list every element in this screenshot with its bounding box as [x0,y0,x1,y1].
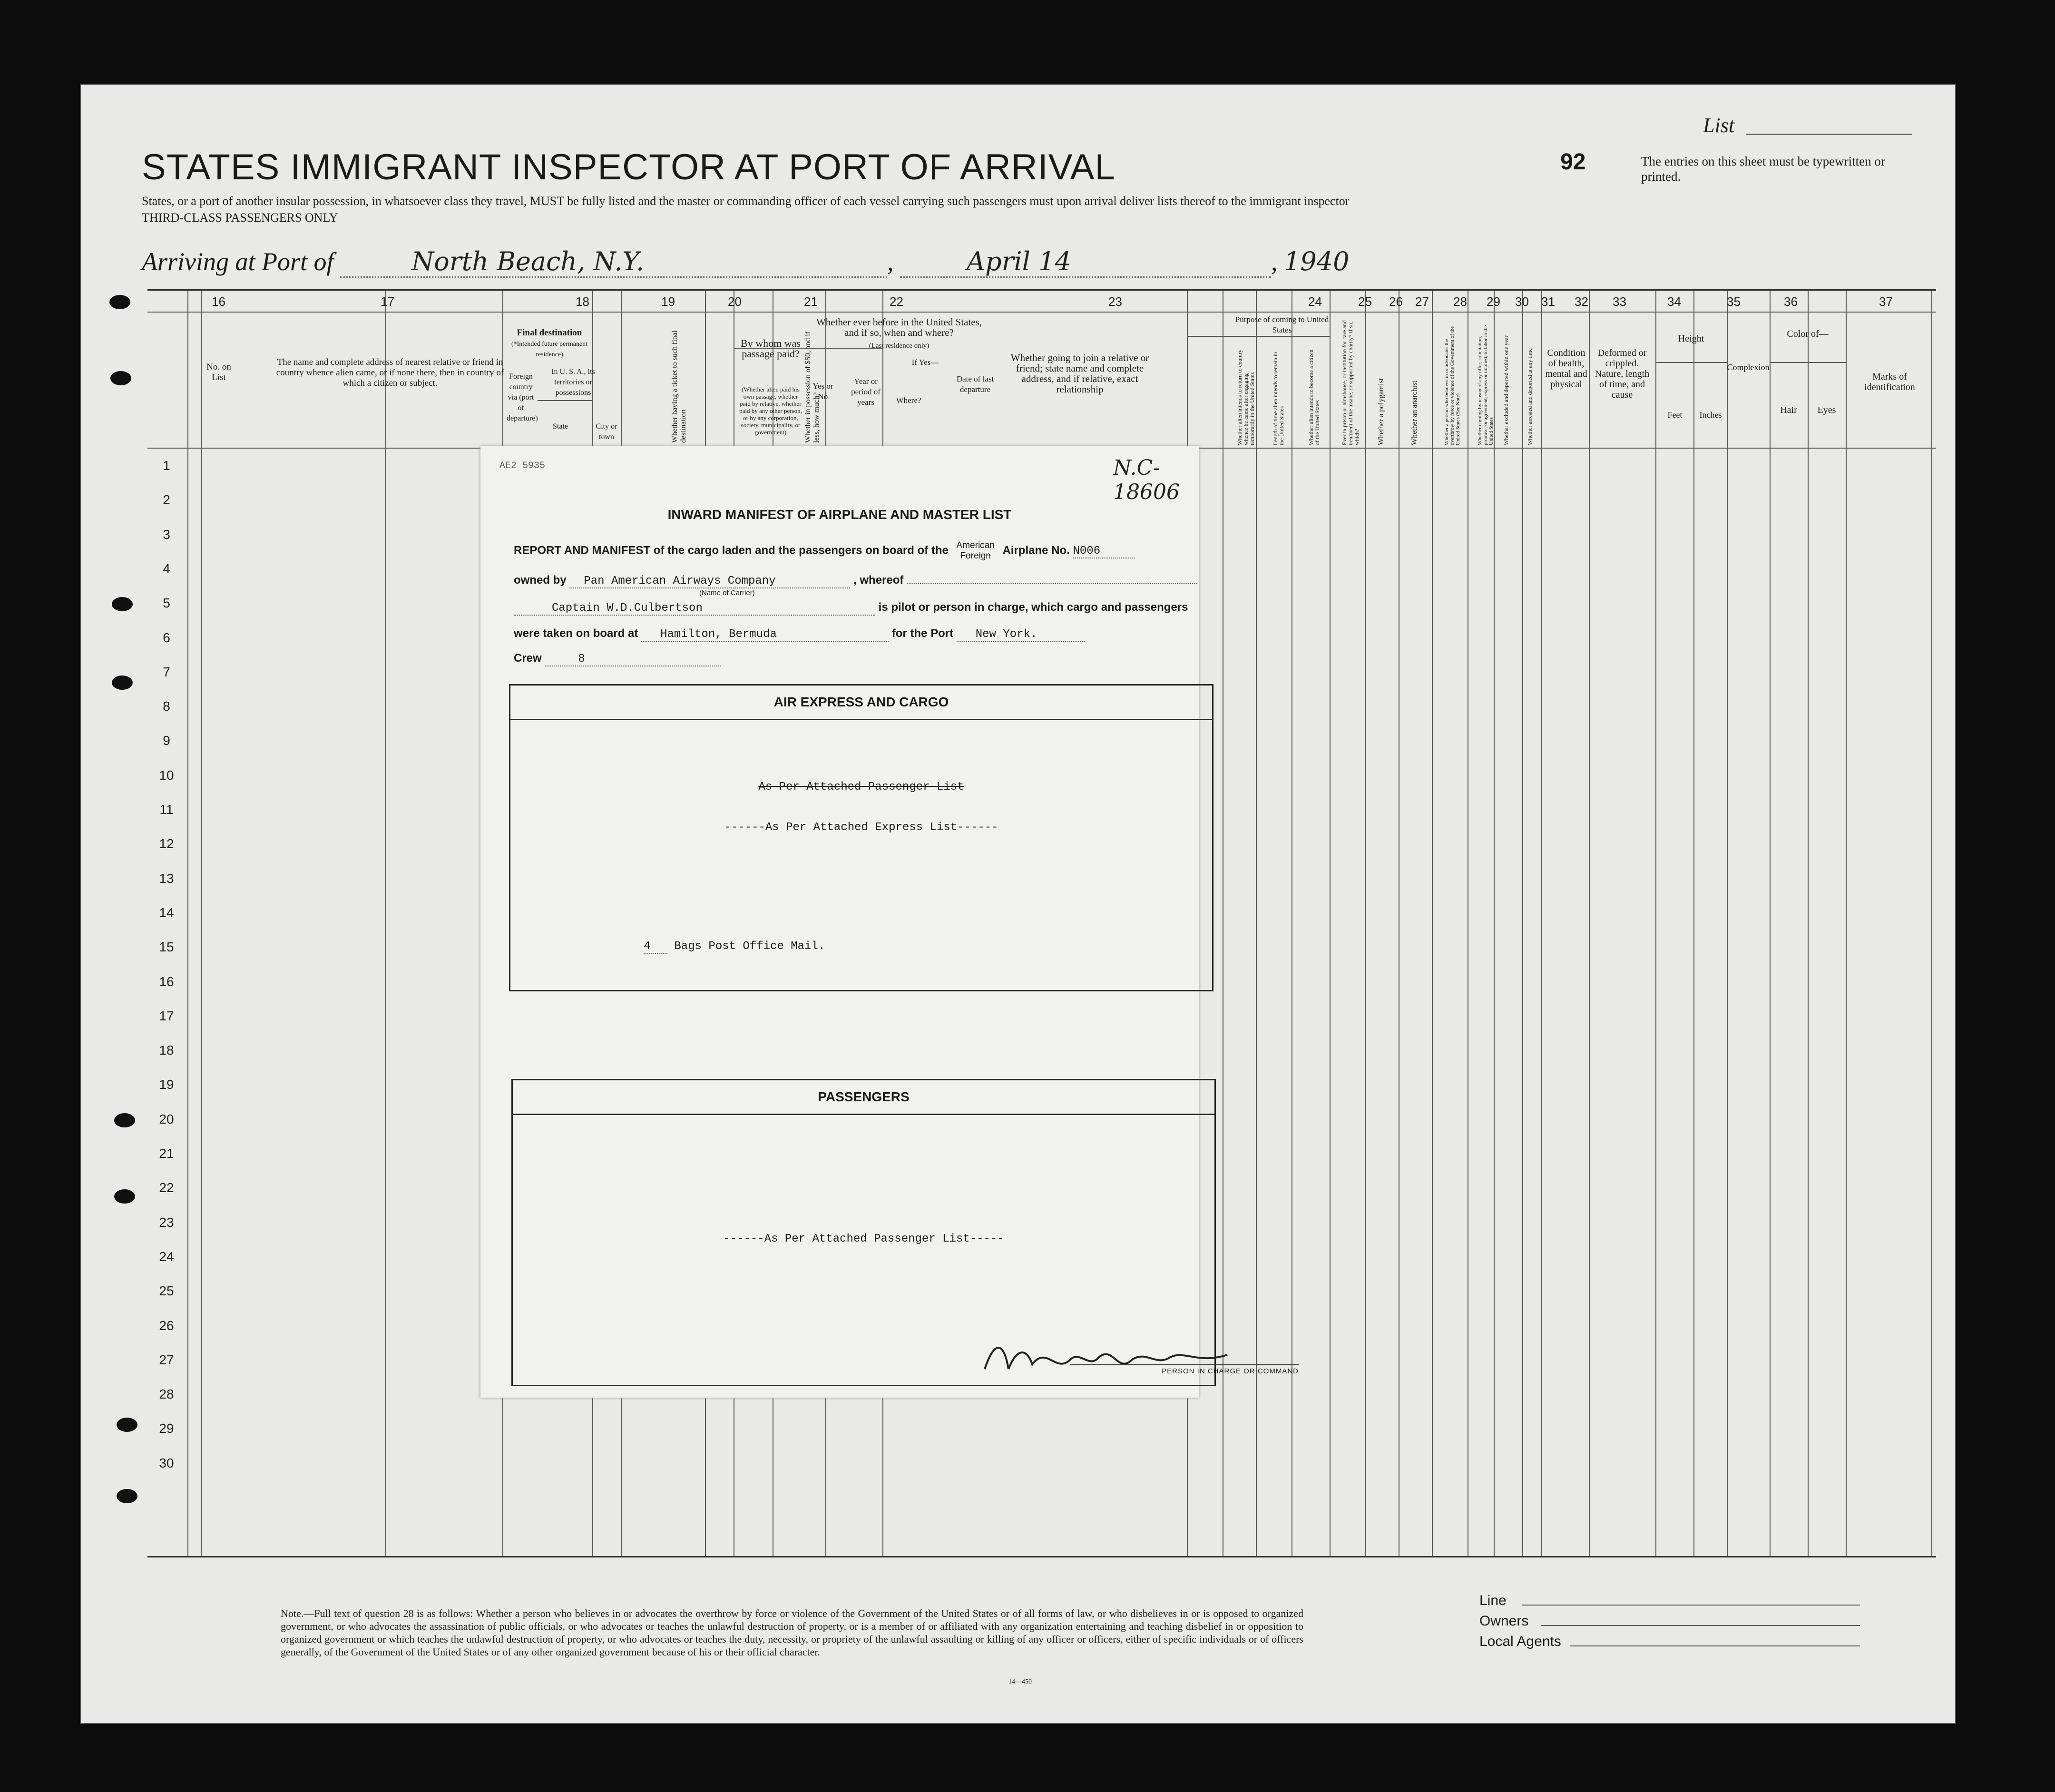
crew-line [514,652,721,666]
col-num-35: 35 [1727,294,1741,309]
binder-hole [109,295,130,309]
row-number: 15 [159,940,174,955]
owned-by-label: owned by [514,574,567,587]
page-title: STATES IMMIGRANT INSPECTOR AT PORT OF ARRIVAL [142,147,1116,187]
hair-header: Hair [1780,405,1797,415]
prison-header: Ever in prison or almshouse, or institution for care and treatment of the insane, or supported by charity? If so, which? [1341,320,1360,445]
feet-header: Feet [1667,410,1683,420]
binder-hole [114,1113,135,1127]
manifest-ref: N.C-18606 [1113,456,1180,504]
for-port-label: for the Port [891,627,954,640]
passage-paid-header: By whom was passage paid? [741,337,801,360]
if-yes-header: If Yes— [911,358,939,367]
health-header: Condition of health, mental and physical [1545,348,1587,390]
nationality-foreign: Foreign [960,551,991,561]
col-num-30: 30 [1515,294,1529,309]
purpose-citizen-header: Whether alien intends to become a citizen of the United States [1308,349,1321,445]
row-number: 2 [163,492,170,508]
usa-header: In U. S. A., its territories or possessions [551,368,595,397]
signature-caption: PERSON IN CHARGE OR COMMAND [1162,1367,1299,1375]
passage-paid-sub: (Whether alien paid his own passage, whether paid by relative, whether paid by any other person, or by any corporation, society, municipality, or government) [739,386,802,436]
cargo-express-line: ------As Per Attached Express List------ [724,821,998,834]
polygamist-header: Whether a polygamist [1377,378,1385,445]
row-number: 22 [159,1180,174,1195]
col-num-34: 34 [1667,294,1681,309]
date-value: April 14 [900,246,1271,278]
year-value: 1940 [1284,246,1350,276]
inches-header: Inches [1699,410,1722,420]
join-relative-header: Whether going to join a relative or friend; state name and complete address, and if relative, exact relationship [1010,352,1149,395]
purpose-header: Purpose of coming to United States [1235,315,1329,334]
col-num-19: 19 [661,294,675,309]
manifest-title: INWARD MANIFEST OF AIRPLANE AND MASTER LIST [667,507,1012,522]
col-num-18: 18 [576,294,589,309]
deformed-header: Deformed or crippled. Nature, length of time, and cause [1595,348,1650,400]
inward-manifest-document [480,446,1199,1398]
col-num-25: 25 [1358,294,1372,309]
question-28-note: Note.—Full text of question 28 is as follows: Whether a person who believes in or advocates the overthrow by force or violence of the Government of the United States or of all forms of law, or who disbelieves in or is opposed to organized government, or who advocates the assassination of public officials, or who advocates or teaches the unlawful destruction of property, or is a member of or affiliated with any organization entertaining and teaching disbelief in or opposition to organized government or which teaches the unlawful destruction of property, or who advocates or teaches the duty, necessity, or propriety of the unlawful assaulting or killing of any officer or officers, either of specific individuals or of officers generally, of the Government of the United States or of any other organized government because of his or their official character. [281,1607,1303,1658]
col-num-17: 17 [381,294,394,309]
ever-before-sub: (Last residence only) [869,342,930,350]
final-destination-sub: (*Intended future permanent residence) [511,341,588,358]
state-header: State [553,422,568,431]
labor-offer-header: Whether coming by reason of any offer, solicitation, promise, or agreement, express or implied, to labor in the United States [1477,325,1494,445]
row-number: 24 [159,1249,174,1264]
row-number: 29 [159,1421,174,1436]
owners-label: Owners [1479,1613,1529,1629]
manifest-sheet [81,85,1955,1723]
nationality-american: American [956,540,995,550]
year-period-header: Year or period of years [851,377,881,407]
col-num-29: 29 [1487,294,1500,309]
col-num-21: 21 [804,294,818,309]
col-num-22: 22 [890,294,903,309]
purpose-return-header: Whether alien intends to return to country whence he came after engaging temporarily in the United States [1236,349,1255,445]
row-number: 23 [159,1214,174,1230]
row-number: 3 [163,527,170,542]
row-number: 8 [163,699,170,714]
row-number: 19 [159,1077,174,1092]
row-number: 5 [163,596,170,611]
row-number: 7 [163,664,170,679]
row-number: 10 [159,767,174,783]
line-label: Line [1479,1593,1507,1608]
third-class-label: THIRD-CLASS PASSENGERS ONLY [142,211,338,225]
row-number: 17 [159,1008,174,1023]
arriving-label: Arriving at Port of [142,247,334,276]
cargo-struck-line: As Per Attached Passenger List [758,781,964,793]
col-num-32: 32 [1575,294,1588,309]
binder-hole [117,1489,137,1503]
local-agents-label: Local Agents [1479,1634,1561,1649]
col-num-31: 31 [1541,294,1555,309]
binder-hole [110,371,131,385]
col-num-27: 27 [1415,294,1429,309]
owner-value: Pan American Airways Company [569,575,850,588]
height-header: Height [1678,333,1704,344]
pilot-text: is pilot or person in charge, which cargo and passengers [878,601,1188,614]
passengers-box-title: PASSENGERS [513,1080,1214,1115]
row-number: 26 [159,1318,174,1333]
row-number: 1 [163,458,170,473]
col-num-24: 24 [1308,294,1322,309]
mail-line [644,940,825,954]
entries-note: The entries on this sheet must be typewritten or printed. [1641,154,1885,184]
col-num-23: 23 [1108,294,1122,309]
row-number: 13 [159,871,174,886]
row-number: 16 [159,974,174,989]
color-header: Color of— [1787,329,1829,339]
col-num-37: 37 [1879,294,1893,309]
report-text: REPORT AND MANIFEST of the cargo laden and the passengers on board of the [514,544,949,557]
no-on-list-header: No. on List [206,362,231,382]
purpose-length-header: Length of time alien intends to remain in the United States [1272,352,1285,445]
cargo-box [509,684,1213,991]
col-num-28: 28 [1453,294,1467,309]
captain-line [514,601,1188,616]
row-number: 21 [159,1146,174,1161]
states-instruction: States, or a port of another insular possession, in whatsoever class they travel, MUST be fully listed and the master or commanding officer of each vessel carrying such passengers must upon arrival deliver lists thereof to the immigrant inspector [142,194,1350,208]
binder-hole [117,1418,137,1432]
mail-text: Bags Post Office Mail. [674,940,825,953]
row-number: 20 [159,1111,174,1126]
col-num-33: 33 [1613,294,1626,309]
page-number: 92 [1560,149,1586,175]
binder-hole [112,676,133,690]
row-number: 12 [159,836,174,852]
marks-header: Marks of identification [1864,372,1915,392]
list-label: List [1703,114,1735,137]
yes-no-header: Yes or No [812,382,833,401]
col-num-26: 26 [1389,294,1403,309]
list-line [1746,134,1912,135]
airplane-label: Airplane No. [1002,544,1070,557]
col-num-16: 16 [212,294,225,309]
crew-label: Crew [514,652,542,665]
row-number: 6 [163,630,170,645]
report-line [514,540,1135,561]
taken-line [514,627,1085,642]
row-number: 14 [159,905,174,920]
crew-value: 8 [545,653,721,666]
owned-line [514,574,1197,588]
ticket-header: Whether having a ticket to such final destination [671,330,687,443]
overthrow-header: Whether a person who believes in or advocates the overthrow by force or violence of the Government of the United States (See Note) [1444,326,1461,445]
row-number: 28 [159,1387,174,1402]
airplane-number: N006 [1073,545,1135,558]
ever-before-header: Whether ever before in the United States, and if so, when and where? [816,316,982,338]
port-value: North Beach, N.Y. [340,246,887,278]
relative-address-header: The name and complete address of nearest relative or friend in country whence alien came, or if none there, then in country of which a citizen or subject. [276,357,504,388]
form-number: 14—450 [1008,1678,1032,1685]
row-number: 11 [159,802,174,817]
final-destination-header: Final destination [517,328,582,338]
arriving-line: Arriving at Port of North Beach, N.Y. , April 14 , 1940 [142,246,1349,278]
destination-value: New York. [957,628,1085,642]
mail-count: 4 [644,940,667,954]
fifty-dollars-header: Whether in possession of $50, and if less, how much? [804,331,821,443]
last-departure-header: Date of last departure [956,374,994,394]
whereof-label: , whereof [853,574,904,587]
foreign-country-header: Foreign country via (port of departure) [507,372,538,422]
col-num-20: 20 [728,294,742,309]
origin-value: Hamilton, Bermuda [641,628,889,642]
binder-hole [114,1189,135,1204]
row-number: 25 [159,1283,174,1299]
col-num-36: 36 [1784,294,1798,309]
binder-hole [112,597,133,611]
excluded-header: Whether excluded and deported within one year [1503,335,1509,445]
city-header: City or town [596,422,617,441]
captain-signature [975,1331,1242,1383]
row-number: 18 [159,1043,174,1058]
row-number: 4 [163,561,170,576]
nationality-choice [957,540,995,561]
taken-label: were taken on board at [514,627,638,640]
where-header: Where? [896,396,921,405]
form-code: AE2 5935 [499,460,546,471]
carrier-caption: (Name of Carrier) [699,589,755,597]
row-number: 30 [159,1455,174,1470]
row-number: 9 [163,733,170,748]
eyes-header: Eyes [1817,405,1836,415]
anarchist-header: Whether an anarchist [1410,381,1419,445]
arrested-header: Whether arrested and deported at any time [1527,348,1533,445]
captain-value: Captain W.D.Culbertson [514,602,875,616]
complexion-header: Complexion [1727,362,1770,372]
row-number: 27 [159,1352,174,1367]
passengers-line: ------As Per Attached Passenger List----- [723,1233,1004,1245]
cargo-box-title: AIR EXPRESS AND CARGO [510,685,1212,720]
